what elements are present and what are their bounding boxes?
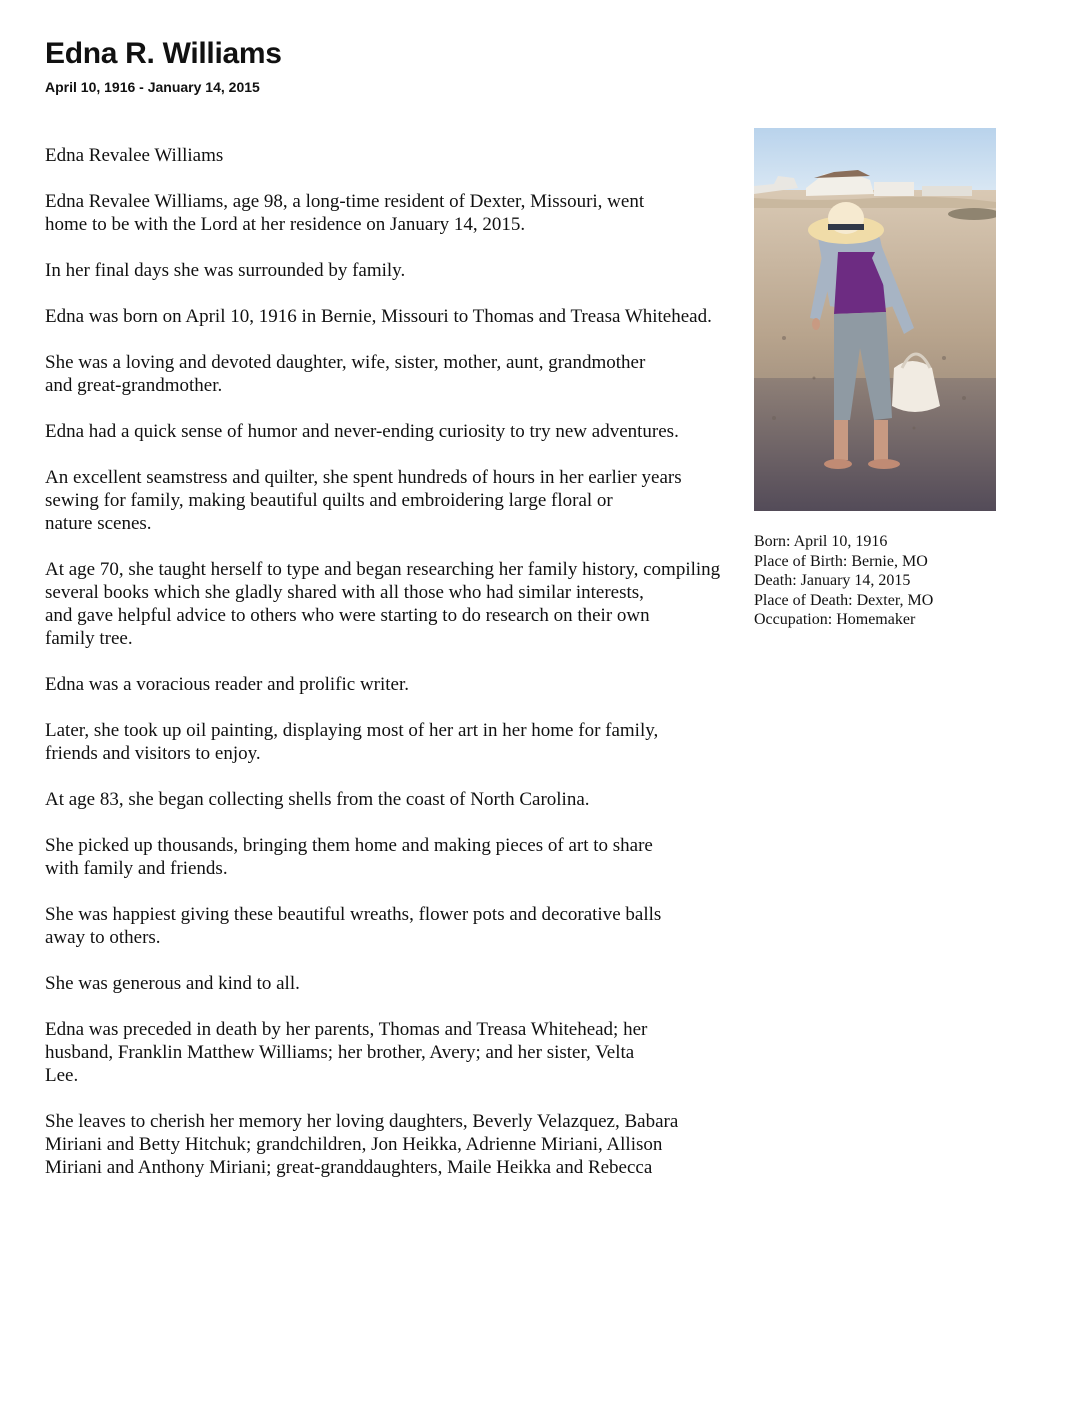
paragraph xyxy=(45,144,805,167)
text-line: Edna Revalee Williams xyxy=(45,145,224,166)
obituary-body xyxy=(45,144,805,1202)
obituary-name: Edna R. Williams xyxy=(45,37,282,70)
text-line: Edna was born on April 10, 1916 in Bernie, Missouri to Thomas and Treasa Whitehead. xyxy=(45,306,712,327)
paragraph xyxy=(45,1018,805,1087)
text-line: She leaves to cherish her memory her loving daughters, Beverly Velazquez, Babara xyxy=(45,1111,679,1132)
text-line: She was happiest giving these beautiful wreaths, flower pots and decorative balls xyxy=(45,904,662,925)
text-line: Edna was a voracious reader and prolific writer. xyxy=(45,674,410,695)
text-line: An excellent seamstress and quilter, she spent hundreds of hours in her earlier years xyxy=(45,467,682,488)
text-line: She was generous and kind to all. xyxy=(45,973,300,994)
text-line: At age 70, she taught herself to type and began researching her family history, compiling xyxy=(45,559,721,580)
text-line: Lee. xyxy=(45,1065,79,1086)
paragraph xyxy=(45,351,805,397)
text-line: Edna had a quick sense of humor and never-ending curiosity to try new adventures. xyxy=(45,421,679,442)
text-line: Miriani and Anthony Miriani; great-granddaughters, Maile Heikka and Rebecca xyxy=(45,1157,653,1178)
paragraph xyxy=(45,1110,805,1179)
paragraph xyxy=(45,673,805,696)
text-line: In her final days she was surrounded by family. xyxy=(45,260,406,281)
text-line: Edna was preceded in death by her parents, Thomas and Treasa Whitehead; her xyxy=(45,1019,648,1040)
paragraph xyxy=(45,719,805,765)
text-line: husband, Franklin Matthew Williams; her brother, Avery; and her sister, Velta xyxy=(45,1042,635,1063)
paragraph xyxy=(45,788,805,811)
fact-death: Death: January 14, 2015 xyxy=(754,572,911,590)
text-line: sewing for family, making beautiful quilts and embroidering large floral or xyxy=(45,490,613,511)
text-line: friends and visitors to enjoy. xyxy=(45,743,261,764)
fact-occupation: Occupation: Homemaker xyxy=(754,611,916,629)
text-line: Later, she took up oil painting, displaying most of her art in her home for family, xyxy=(45,720,659,741)
text-line: nature scenes. xyxy=(45,513,152,534)
paragraph xyxy=(45,903,805,949)
paragraph xyxy=(45,259,805,282)
text-line: At age 83, she began collecting shells from the coast of North Carolina. xyxy=(45,789,590,810)
text-line: Edna Revalee Williams, age 98, a long-time resident of Dexter, Missouri, went xyxy=(45,191,645,212)
paragraph xyxy=(45,190,805,236)
paragraph xyxy=(45,466,805,535)
paragraph xyxy=(45,305,805,328)
text-line: away to others. xyxy=(45,927,161,948)
text-line: with family and friends. xyxy=(45,858,228,879)
fact-place-of-birth: Place of Birth: Bernie, MO xyxy=(754,552,928,570)
text-line: She picked up thousands, bringing them home and making pieces of art to share xyxy=(45,835,653,856)
paragraph xyxy=(45,558,805,650)
life-dates: April 10, 1916 - January 14, 2015 xyxy=(45,79,260,95)
text-line: and great-grandmother. xyxy=(45,375,223,396)
paragraph xyxy=(45,420,805,443)
fact-place-of-death: Place of Death: Dexter, MO xyxy=(754,591,934,609)
text-line: several books which she gladly shared with all those who had similar interests, xyxy=(45,582,644,603)
text-line: home to be with the Lord at her residence on January 14, 2015. xyxy=(45,214,526,235)
text-line: family tree. xyxy=(45,628,133,649)
text-line: and gave helpful advice to others who were starting to do research on their own xyxy=(45,605,650,626)
text-line: Miriani and Betty Hitchuk; grandchildren, Jon Heikka, Adrienne Miriani, Allison xyxy=(45,1134,663,1155)
paragraph xyxy=(45,834,805,880)
text-line: She was a loving and devoted daughter, wife, sister, mother, aunt, grandmother xyxy=(45,352,646,373)
fact-born: Born: April 10, 1916 xyxy=(754,533,888,550)
paragraph xyxy=(45,972,805,995)
